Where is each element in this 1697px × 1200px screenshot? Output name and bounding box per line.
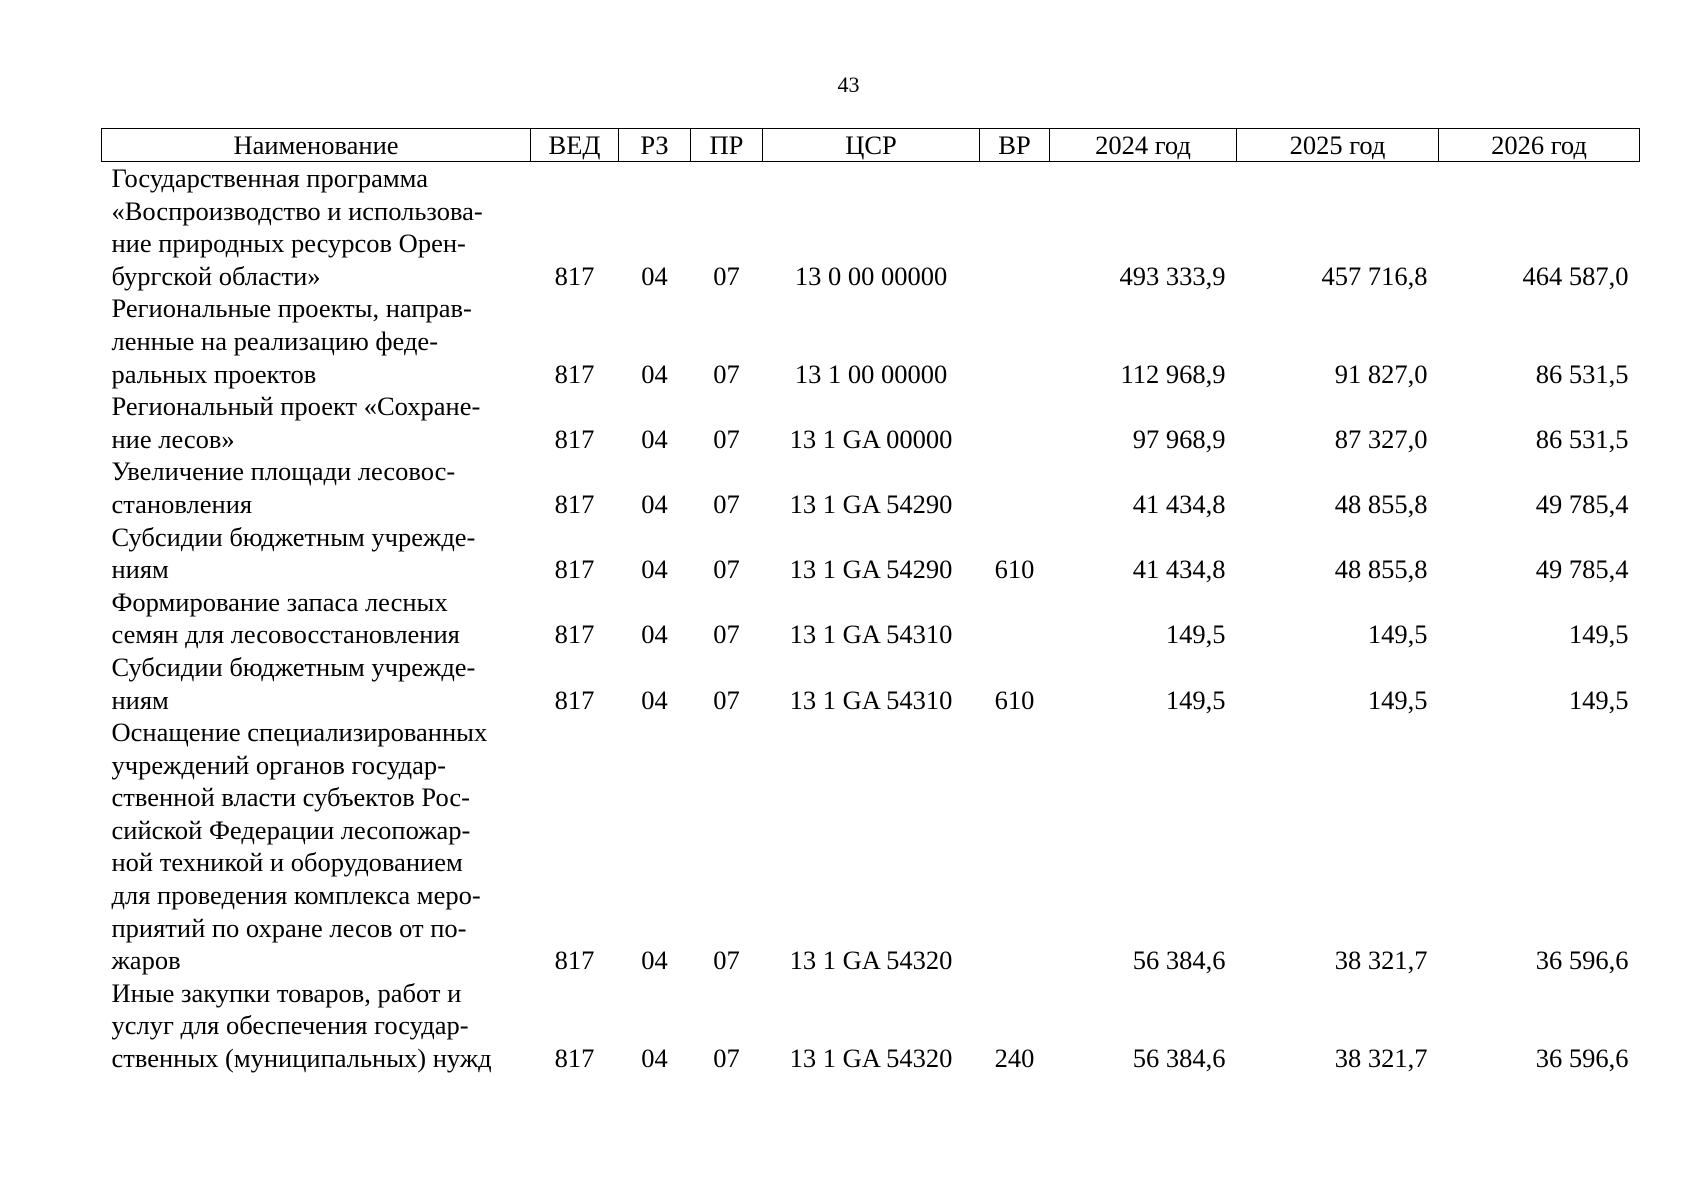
cell-vr (980, 162, 1050, 293)
cell-2026: 86 531,5 (1535, 423, 1629, 454)
name-line: Субсидии бюджетным учрежде- (111, 521, 476, 552)
cell-vr: 610 (994, 554, 1035, 585)
name-line: бургской области» (111, 260, 321, 291)
name-line: Иные закупки товаров, работ и (111, 977, 462, 1008)
name-line: услуг для обеспечения государ- (111, 1010, 469, 1041)
cell-2024: 56 384,6 (1132, 945, 1226, 976)
table-body (102, 162, 1640, 1075)
cell-ved: 817 (554, 1043, 595, 1074)
table-row (102, 651, 1640, 716)
cell-ved: 817 (554, 358, 595, 389)
table-header (102, 129, 1640, 162)
cell-2025: 38 321,7 (1334, 945, 1428, 976)
cell-name (102, 521, 531, 586)
name-line: Оснащение специализированных (111, 717, 488, 748)
cell-csr: 13 1 GA 54310 (789, 684, 953, 715)
cell-2025: 48 855,8 (1334, 488, 1428, 519)
cell-csr: 13 1 GA 00000 (789, 423, 953, 454)
cell-pr: 07 (713, 1043, 740, 1074)
header-csr: ЦСР (763, 129, 980, 162)
cell-csr: 13 0 00 00000 (794, 260, 948, 291)
cell-pr: 07 (713, 423, 740, 454)
cell-2025: 87 327,0 (1334, 423, 1428, 454)
cell-csr: 13 1 GA 54290 (789, 488, 953, 519)
cell-csr: 13 1 00 00000 (794, 358, 948, 389)
cell-2025: 38 321,7 (1334, 1043, 1428, 1074)
name-line: ние лесов» (111, 423, 235, 454)
name-line: ниям (111, 554, 169, 585)
cell-2024: 493 333,9 (1119, 260, 1226, 291)
header-2024: 2024 год (1050, 129, 1237, 162)
cell-ved: 817 (554, 684, 595, 715)
cell-rz: 04 (641, 945, 668, 976)
cell-2024: 56 384,6 (1132, 1043, 1226, 1074)
name-line: учреждений органов государ- (111, 749, 446, 780)
table-row (102, 162, 1640, 293)
name-line: жаров (111, 945, 181, 976)
cell-pr: 07 (713, 619, 740, 650)
cell-vr (980, 292, 1050, 390)
cell-rz: 04 (641, 488, 668, 519)
name-line: сийской Федерации лесопожар- (111, 814, 471, 845)
name-line: ственных (муниципальных) нужд (111, 1043, 492, 1074)
cell-2025: 149,5 (1367, 619, 1428, 650)
cell-pr: 07 (713, 945, 740, 976)
table-row (102, 292, 1640, 390)
cell-2024: 97 968,9 (1132, 423, 1226, 454)
cell-vr (980, 390, 1050, 455)
cell-rz: 04 (641, 684, 668, 715)
cell-2026: 36 596,6 (1535, 1043, 1629, 1074)
cell-2026: 149,5 (1568, 684, 1629, 715)
header-pr: ПР (691, 129, 763, 162)
name-line: ственной власти субъектов Рос- (111, 782, 471, 813)
name-line: Увеличение площади лесовос- (111, 456, 456, 487)
cell-vr: 240 (994, 1043, 1035, 1074)
header-2025: 2025 год (1237, 129, 1439, 162)
cell-ved: 817 (554, 488, 595, 519)
cell-2025: 91 827,0 (1334, 358, 1428, 389)
header-2026: 2026 год (1439, 129, 1640, 162)
cell-name (102, 651, 531, 716)
cell-vr: 610 (994, 684, 1035, 715)
cell-rz: 04 (641, 1043, 668, 1074)
cell-2024: 149,5 (1165, 619, 1226, 650)
cell-2026: 464 587,0 (1522, 260, 1629, 291)
cell-2026: 49 785,4 (1535, 554, 1629, 585)
cell-ved: 817 (554, 945, 595, 976)
name-line: Региональный проект «Сохране- (111, 391, 481, 422)
page-number: 43 (837, 72, 860, 97)
name-line: становления (111, 488, 253, 519)
cell-2024: 149,5 (1165, 684, 1226, 715)
table-row (102, 521, 1640, 586)
cell-vr (980, 586, 1050, 651)
cell-2026: 149,5 (1568, 619, 1629, 650)
name-line: ной техникой и оборудованием (111, 847, 463, 878)
cell-pr: 07 (713, 260, 740, 291)
cell-2026: 36 596,6 (1535, 945, 1629, 976)
header-ved: ВЕД (531, 129, 619, 162)
table-row (102, 390, 1640, 455)
cell-name (102, 716, 531, 977)
cell-pr: 07 (713, 488, 740, 519)
cell-2026: 49 785,4 (1535, 488, 1629, 519)
cell-rz: 04 (641, 423, 668, 454)
cell-name (102, 390, 531, 455)
cell-ved: 817 (554, 554, 595, 585)
header-row (102, 129, 1640, 162)
cell-name (102, 586, 531, 651)
cell-ved: 817 (554, 423, 595, 454)
cell-vr (980, 716, 1050, 977)
name-line: Субсидии бюджетным учрежде- (111, 651, 476, 682)
cell-pr: 07 (713, 684, 740, 715)
cell-csr: 13 1 GA 54290 (789, 554, 953, 585)
cell-2024: 41 434,8 (1132, 488, 1226, 519)
cell-name (102, 977, 531, 1075)
cell-2024: 41 434,8 (1132, 554, 1226, 585)
cell-2026: 86 531,5 (1535, 358, 1629, 389)
cell-rz: 04 (641, 619, 668, 650)
cell-csr: 13 1 GA 54320 (789, 1043, 953, 1074)
name-line: приятий по охране лесов от по- (111, 912, 467, 943)
cell-2025: 149,5 (1367, 684, 1428, 715)
name-line: Государственная программа (111, 163, 428, 193)
cell-csr: 13 1 GA 54320 (789, 945, 953, 976)
name-line: «Воспроизводство и использова- (111, 195, 483, 226)
name-line: ленные на реализацию феде- (111, 325, 439, 356)
cell-name (102, 455, 531, 520)
budget-table (101, 128, 1640, 1075)
header-rz: РЗ (619, 129, 691, 162)
name-line: Формирование запаса лесных (111, 586, 448, 617)
name-line: ральных проектов (111, 358, 317, 389)
name-line: ниям (111, 684, 169, 715)
table-row (102, 716, 1640, 977)
cell-name (102, 162, 531, 293)
table-row (102, 977, 1640, 1075)
table-row (102, 455, 1640, 520)
cell-csr: 13 1 GA 54310 (789, 619, 953, 650)
cell-name (102, 292, 531, 390)
cell-ved: 817 (554, 260, 595, 291)
name-line: Региональные проекты, направ- (111, 293, 472, 324)
cell-2025: 48 855,8 (1334, 554, 1428, 585)
cell-pr: 07 (713, 358, 740, 389)
name-line: для проведения комплекса меро- (111, 880, 481, 911)
cell-pr: 07 (713, 554, 740, 585)
cell-rz: 04 (641, 358, 668, 389)
table-row (102, 586, 1640, 651)
header-vr: ВР (980, 129, 1050, 162)
name-line: семян для лесовосстановления (111, 619, 460, 650)
cell-rz: 04 (641, 260, 668, 291)
name-line: ние природных ресурсов Орен- (111, 228, 466, 259)
cell-rz: 04 (641, 554, 668, 585)
cell-ved: 817 (554, 619, 595, 650)
cell-2025: 457 716,8 (1321, 260, 1428, 291)
cell-vr (980, 455, 1050, 520)
header-name: Наименование (102, 129, 531, 162)
cell-2024: 112 968,9 (1120, 358, 1226, 389)
